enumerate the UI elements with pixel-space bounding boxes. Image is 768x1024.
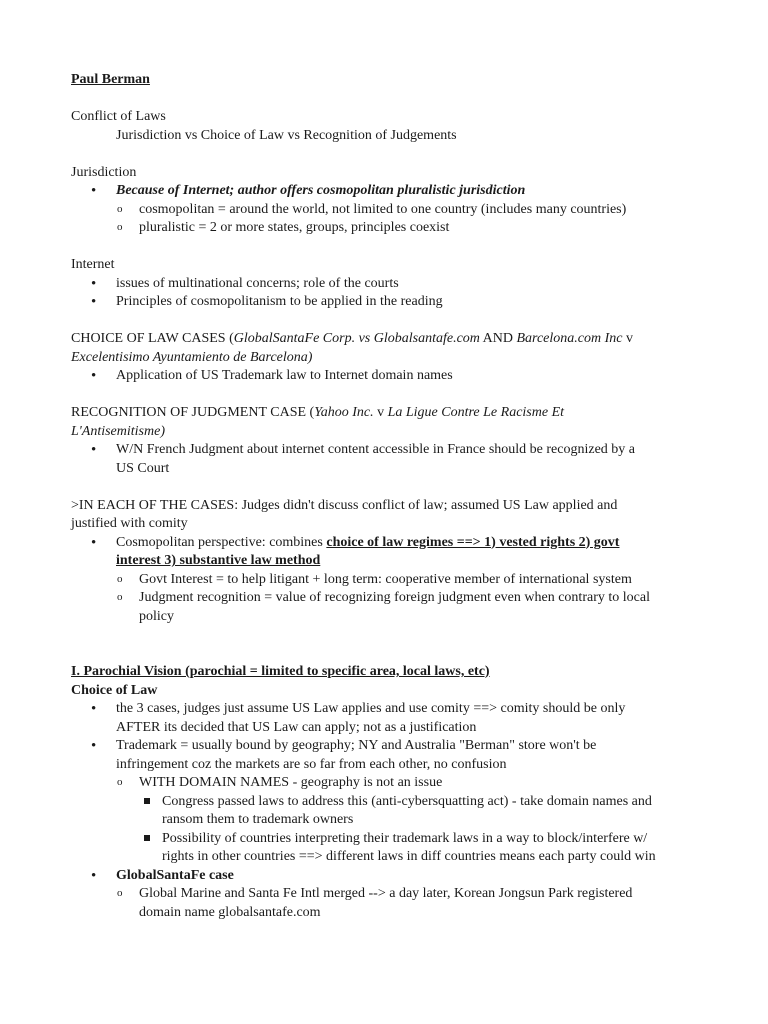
conflict-of-laws-heading: Conflict of Laws	[71, 109, 166, 124]
choice-of-law-subheading: Choice of Law	[71, 682, 158, 698]
recognition-case-heading-cont: L'Antisemitisme)	[71, 423, 165, 439]
document-title: Paul Berman	[71, 72, 150, 87]
circle-marker: o	[117, 202, 123, 215]
list-item: • Principles of cosmopolitanism to be applied in the reading	[91, 294, 443, 310]
bullet-marker: •	[91, 275, 97, 292]
list-item: o Global Marine and Santa Fe Intl merged --> a day later, Korean Jongsun Park registered domain name globalsantafe.com	[117, 886, 633, 920]
list-item: Congress passed laws to address this (anti-cybersquatting act) - take domain names and ransom them to trademark owners	[71, 793, 697, 830]
list-item: o pluralistic = 2 or more states, groups, principles coexist	[117, 220, 450, 235]
parochial-list	[71, 700, 697, 922]
parochial-vision-heading: I. Parochial Vision (parochial = limited to specific area, local laws, etc)	[71, 664, 490, 679]
bullet-marker: •	[91, 534, 97, 551]
square-bullet-icon	[144, 835, 150, 841]
list-item: • W/N French Judgment about internet content accessible in France should be recognized by a US Court	[91, 442, 635, 476]
internet-list	[71, 275, 697, 312]
square-bullet-icon	[144, 798, 150, 804]
list-item: • Application of US Trademark law to Internet domain names	[91, 368, 453, 384]
list-item: • the 3 cases, judges just assume US Law applies and use comity ==> comity should be only AFTER its decided that US Law can apply; not as a justification	[91, 701, 626, 735]
circle-marker: o	[117, 591, 123, 603]
conflict-of-laws-subtitle: Jurisdiction vs Choice of Law vs Recognition of Judgements	[116, 127, 457, 143]
recognition-list	[71, 441, 697, 478]
list-item: o Judgment recognition = value of recognizing foreign judgment even when contrary to local policy	[117, 590, 650, 624]
jurisdiction-list	[71, 182, 697, 238]
each-case-list	[71, 534, 697, 627]
each-case-line-2: justified with comity	[71, 516, 188, 531]
list-item: o Govt Interest = to help litigant + long term: cooperative member of international system	[117, 571, 632, 587]
document-body	[71, 71, 697, 922]
internet-heading: Internet	[71, 257, 115, 272]
bullet-marker: •	[91, 294, 97, 310]
circle-marker: o	[117, 221, 123, 233]
list-item: o cosmopolitan = around the world, not limited to one country (includes many countries)	[117, 201, 627, 217]
bullet-marker: •	[91, 701, 97, 717]
list-item: o WITH DOMAIN NAMES - geography is not an issue	[117, 775, 443, 790]
recognition-case-heading: RECOGNITION OF JUDGMENT CASE (Yahoo Inc. v La Ligue Contre Le Racisme Et	[71, 405, 565, 420]
choice-of-law-cases-heading-cont: Excelentisimo Ayuntamiento de Barcelona)	[71, 349, 313, 365]
bullet-marker: •	[91, 738, 97, 754]
list-item: • issues of multinational concerns; role of the courts	[91, 275, 399, 292]
list-item: Possibility of countries interpreting their trademark laws in a way to block/interfere w/ rights in other countries ==> different laws in diff countries means each party could win	[71, 830, 697, 867]
bullet-marker: •	[91, 368, 97, 384]
bullet-marker: •	[91, 183, 97, 199]
choice-of-law-cases-heading: CHOICE OF LAW CASES (GlobalSantaFe Corp. vs Globalsantafe.com AND Barcelona.com Inc v	[71, 331, 633, 346]
bullet-marker: •	[91, 442, 97, 458]
list-item: • GlobalSantaFe case	[91, 867, 234, 884]
each-case-line-1: >IN EACH OF THE CASES: Judges didn't discuss conflict of law; assumed US Law applied and	[71, 497, 618, 513]
list-item: • Trademark = usually bound by geography; NY and Australia "Berman" store won't be infringement coz the markets are so far from each other, no confusion	[91, 738, 597, 772]
circle-marker: o	[117, 572, 123, 585]
jurisdiction-heading: Jurisdiction	[71, 164, 137, 180]
list-item: • Cosmopolitan perspective: combines choice of law regimes ==> 1) vested rights 2) govt interest 3) substantive law method	[91, 534, 620, 568]
circle-marker: o	[117, 776, 123, 788]
choice-of-law-list	[71, 367, 697, 386]
circle-marker: o	[117, 887, 123, 899]
list-item: • Because of Internet; author offers cosmopolitan pluralistic jurisdiction	[91, 183, 526, 199]
bullet-marker: •	[91, 867, 97, 884]
